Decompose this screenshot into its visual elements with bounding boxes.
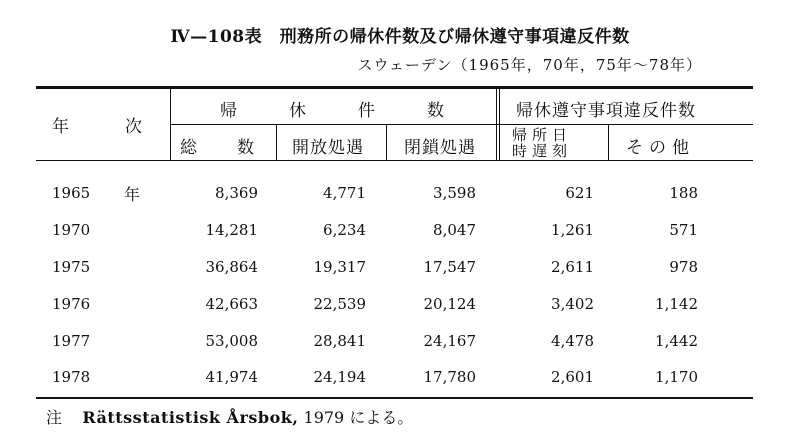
open-column-header: 開放処遇 (292, 138, 364, 158)
year-header-char: 年 (52, 117, 71, 137)
year-cell: 1977 (52, 332, 91, 350)
total-header-char: 総 (180, 138, 199, 158)
total-cell: 36,864 (205, 258, 258, 276)
furlough-header-char: 件 (358, 101, 377, 121)
year-cell: 1970 (52, 221, 91, 239)
total-column-header (180, 133, 256, 158)
closed-cell: 24,167 (423, 332, 476, 350)
table-title: Ⅳ—108表 刑務所の帰休件数及び帰休遵守事項違反件数 (170, 27, 630, 47)
furlough-header-char: 数 (427, 101, 446, 121)
closed-cell: 17,780 (423, 368, 476, 386)
other-cell: 978 (669, 258, 698, 276)
late-cell: 1,261 (551, 221, 594, 239)
total-cell: 14,281 (205, 221, 258, 239)
header-rule (36, 160, 753, 161)
late-cell: 2,601 (551, 368, 594, 386)
note-suffix: による。 (349, 408, 414, 427)
other-column-header: その他 (626, 138, 695, 158)
col-divider-open (386, 124, 387, 160)
open-cell: 22,539 (313, 295, 366, 313)
open-cell: 4,771 (323, 184, 366, 202)
total-cell: 8,369 (215, 184, 258, 202)
late-header-line2: 時遅刻 (512, 142, 573, 160)
other-cell: 1,142 (655, 295, 698, 313)
year-cell: 1975 (52, 258, 91, 276)
source-note (46, 405, 413, 428)
year-cell: 1978 (52, 368, 91, 386)
closed-cell: 8,047 (433, 221, 476, 239)
year-cell: 1976 (52, 295, 91, 313)
open-cell: 28,841 (313, 332, 366, 350)
other-cell: 188 (669, 184, 698, 202)
open-cell: 6,234 (323, 221, 366, 239)
open-cell: 19,317 (313, 258, 366, 276)
closed-cell: 20,124 (423, 295, 476, 313)
late-cell: 3,402 (551, 295, 594, 313)
furlough-header-char: 帰 (220, 101, 239, 121)
year-cell: 1965 (52, 184, 91, 202)
other-cell: 1,442 (655, 332, 698, 350)
col-divider-late (608, 124, 609, 160)
closed-cell: 17,547 (423, 258, 476, 276)
note-year: 1979 (303, 408, 345, 427)
closed-column-header: 閉鎖処遇 (404, 138, 476, 158)
late-cell: 621 (565, 184, 594, 202)
total-cell: 41,974 (205, 368, 258, 386)
col-divider-total (276, 124, 277, 160)
open-cell: 24,194 (313, 368, 366, 386)
late-return-column-header (512, 127, 572, 159)
year-suffix: 年 (124, 185, 141, 204)
other-cell: 571 (669, 221, 698, 239)
furlough-group-header (220, 96, 446, 121)
total-cell: 42,663 (205, 295, 258, 313)
year-header-char: 次 (125, 117, 144, 137)
other-cell: 1,170 (655, 368, 698, 386)
top-rule (36, 86, 753, 89)
year-column-header (52, 112, 144, 137)
table-subtitle: スウェーデン（1965年，70年，75年～78年） (357, 56, 702, 74)
closed-cell: 3,598 (433, 184, 476, 202)
violation-group-header: 帰休遵守事項違反件数 (516, 101, 696, 121)
late-cell: 2,611 (551, 258, 594, 276)
bottom-rule (36, 397, 753, 399)
total-header-char: 数 (237, 138, 256, 158)
subheader-rule (170, 124, 753, 125)
late-header-line1: 帰所日 (512, 126, 573, 144)
note-label: 注 (46, 408, 63, 427)
late-cell: 4,478 (551, 332, 594, 350)
total-cell: 53,008 (205, 332, 258, 350)
furlough-header-char: 休 (289, 101, 308, 121)
note-source: Rättsstatistisk Årsbok, (82, 408, 299, 427)
